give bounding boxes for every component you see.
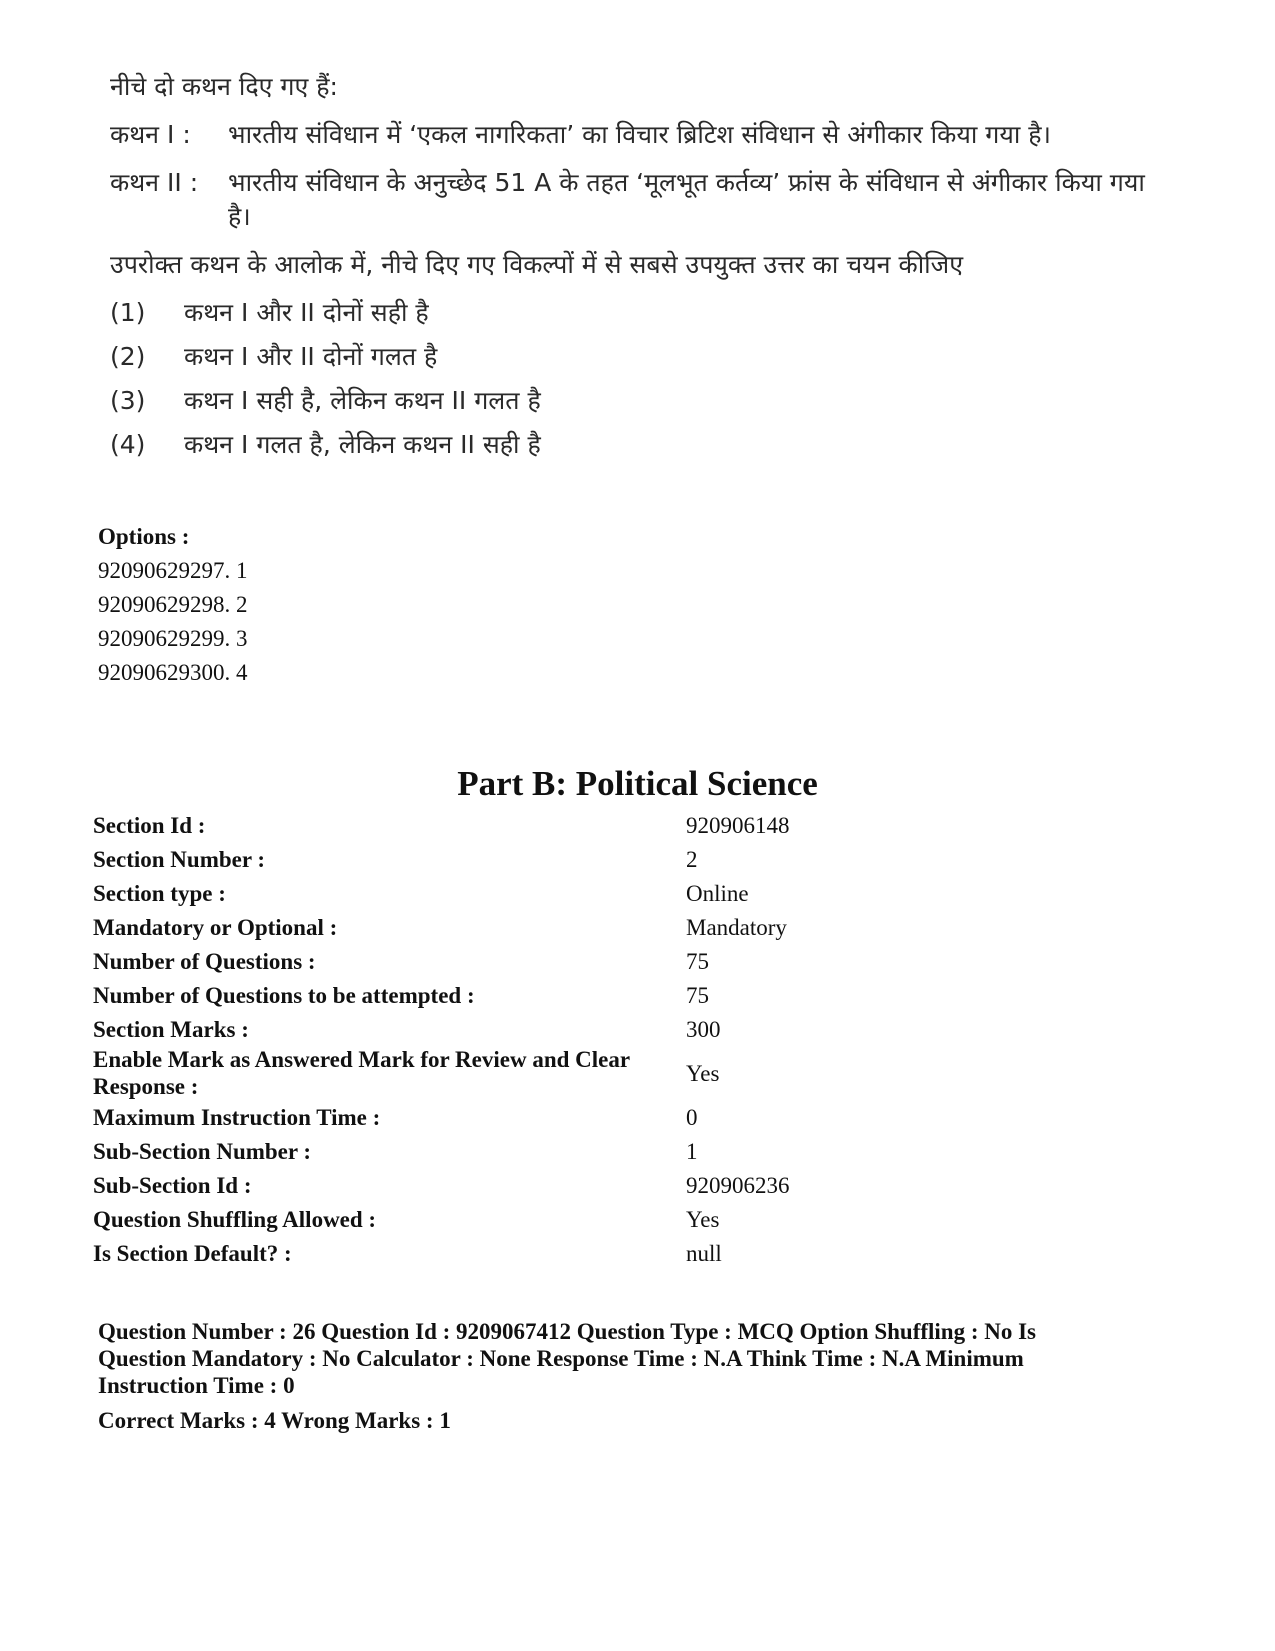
table-row — [93, 1012, 986, 1046]
row-value: Online — [686, 880, 749, 906]
table-row — [93, 910, 986, 944]
question-meta — [98, 1318, 1128, 1434]
table-row — [93, 1168, 986, 1202]
answer-choices — [110, 296, 1160, 462]
table-row — [93, 1236, 986, 1270]
row-value: Mandatory — [686, 914, 787, 940]
choice-text: कथन I और II दोनों गलत है — [184, 342, 438, 371]
option-item: 92090629298. 2 — [98, 592, 248, 617]
row-value: null — [686, 1240, 722, 1266]
table-row — [93, 944, 986, 978]
answer-choice — [110, 296, 1160, 330]
table-row — [93, 842, 986, 876]
choice-text: कथन I और II दोनों सही है — [184, 298, 429, 327]
row-label: Enable Mark as Answered Mark for Review and Clear Response : — [93, 1047, 630, 1099]
hindi-question-block — [110, 70, 1160, 472]
choice-text: कथन I गलत है, लेकिन कथन II सही है — [184, 430, 541, 459]
table-row — [93, 1134, 986, 1168]
row-value: Yes — [686, 1206, 720, 1232]
choice-number: (4) — [110, 430, 146, 459]
table-row — [93, 1046, 986, 1100]
answer-choice — [110, 428, 1160, 462]
part-title: Part B: Political Science — [457, 764, 818, 803]
answer-choice — [110, 340, 1160, 374]
table-row — [93, 978, 986, 1012]
row-label: Section Number : — [93, 846, 266, 872]
question-intro: नीचे दो कथन दिए गए हैं: — [110, 72, 338, 101]
choice-text: कथन I सही है, लेकिन कथन II गलत है — [184, 386, 541, 415]
section-info-table — [93, 808, 986, 1270]
row-value: 75 — [686, 948, 709, 974]
answer-choice — [110, 384, 1160, 418]
row-value: 920906236 — [686, 1172, 790, 1198]
row-label: Mandatory or Optional : — [93, 914, 338, 940]
table-row — [93, 1100, 986, 1134]
row-value: 300 — [686, 1016, 721, 1042]
table-row — [93, 808, 986, 842]
row-label: Sub-Section Number : — [93, 1138, 312, 1164]
statement-1 — [110, 118, 1160, 152]
row-value: 75 — [686, 982, 709, 1008]
row-label: Sub-Section Id : — [93, 1172, 252, 1198]
row-value: 2 — [686, 846, 698, 872]
row-label: Section Marks : — [93, 1016, 249, 1042]
statement-text: भारतीय संविधान में ‘एकल नागरिकता’ का विचार ब्रिटिश संविधान से अंगीकार किया गया है। — [228, 120, 1052, 149]
row-label: Section type : — [93, 880, 226, 906]
option-item: 92090629300. 4 — [98, 660, 248, 685]
row-label: Number of Questions : — [93, 948, 316, 974]
row-label: Maximum Instruction Time : — [93, 1104, 381, 1130]
row-value: Yes — [686, 1060, 720, 1086]
choice-number: (2) — [110, 342, 146, 371]
options-list — [98, 520, 248, 690]
row-value: 0 — [686, 1104, 698, 1130]
option-item: 92090629297. 1 — [98, 558, 248, 583]
question-prompt: उपरोक्त कथन के आलोक में, नीचे दिए गए विकल्पों में से सबसे उपयुक्त उत्तर का चयन कीजिए — [110, 250, 964, 279]
option-item: 92090629299. 3 — [98, 626, 248, 651]
question-details: Question Number : 26 Question Id : 9209067412 Question Type : MCQ Option Shuffling : No Is Question Mandatory : No Calculator : None Response Time : N.A Think Time : N.A Minimum Instruction Time : 0 — [98, 1319, 1037, 1398]
row-label: Number of Questions to be attempted : — [93, 982, 475, 1008]
row-label: Is Section Default? : — [93, 1240, 292, 1266]
row-value: 920906148 — [686, 812, 790, 838]
row-label: Section Id : — [93, 812, 206, 838]
statement-text: भारतीय संविधान के अनुच्छेद 51 A के तहत ‘मूलभूत कर्तव्य’ फ्रांस के संविधान से अंगीकार किया गया है। — [228, 168, 1145, 231]
choice-number: (1) — [110, 298, 146, 327]
row-label: Question Shuffling Allowed : — [93, 1206, 377, 1232]
statement-label: कथन I : — [110, 120, 191, 149]
choice-number: (3) — [110, 386, 146, 415]
statement-label: कथन II : — [110, 168, 199, 197]
options-title: Options : — [98, 524, 190, 549]
table-row — [93, 876, 986, 910]
row-value: 1 — [686, 1138, 698, 1164]
statement-2 — [110, 166, 1160, 234]
table-row — [93, 1202, 986, 1236]
question-marks: Correct Marks : 4 Wrong Marks : 1 — [98, 1408, 451, 1433]
